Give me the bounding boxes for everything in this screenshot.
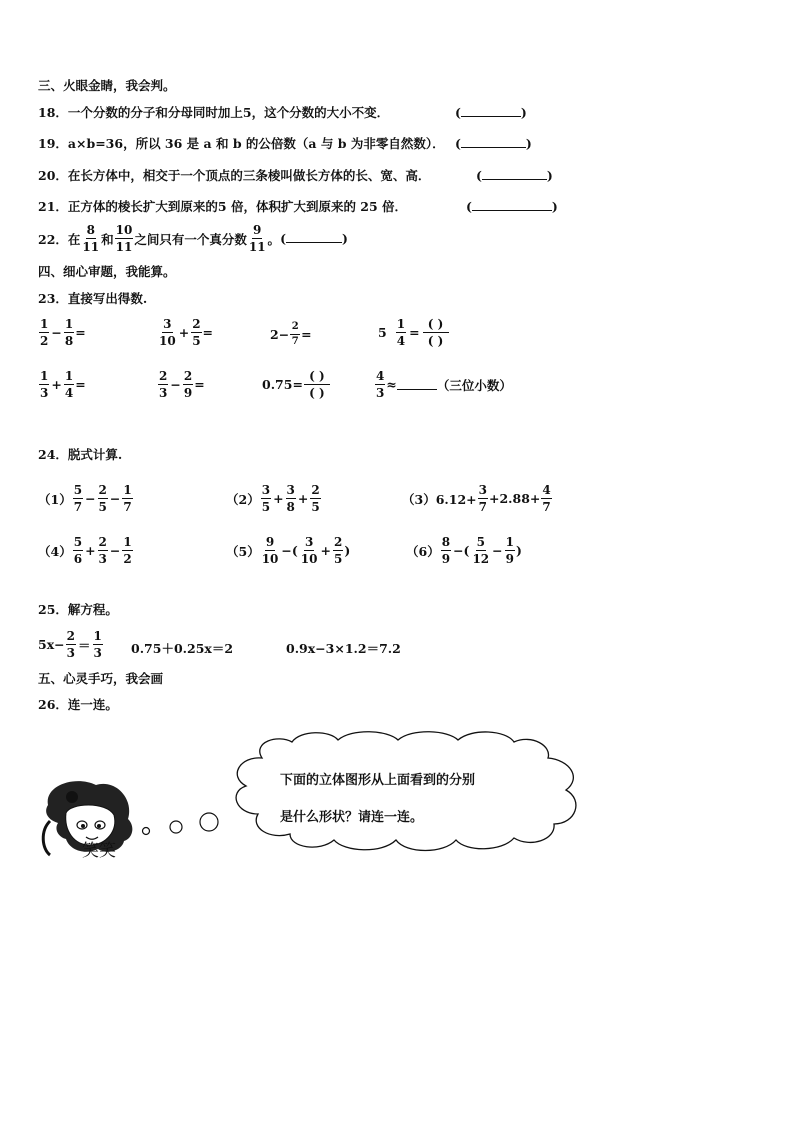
answer-fraction-blank[interactable]: $\frac{( )}{( )}$ bbox=[423, 318, 449, 347]
q22-lead: 22．在 bbox=[38, 231, 81, 247]
equation-2: 0.75＋0.25x＝2 bbox=[131, 641, 234, 656]
question-22 bbox=[38, 224, 348, 253]
answer-blank-21[interactable]: ( ) bbox=[466, 199, 558, 214]
oral-calc-4: 5 $\frac{1}{4}$ = $\frac{( )}{( )}$ bbox=[378, 318, 450, 347]
cloud-text-line-1: 下面的立体图形从上面看到的分别 bbox=[280, 773, 476, 788]
oral-calc-2: $\frac{3}{10}$ + $\frac{2}{5}$ = bbox=[159, 317, 214, 348]
fraction: $\frac{10}{11}$ bbox=[115, 223, 133, 254]
equation-1: 5x− $\frac{2}{3}$ ＝ $\frac{1}{3}$ bbox=[38, 629, 102, 660]
question-18: 18．一个分数的分子和分母同时加上5，这个分数的大小不变． bbox=[38, 105, 390, 120]
question-23: 23．直接写出得数. bbox=[38, 291, 148, 306]
q22-end: 。 bbox=[267, 231, 281, 247]
oral-calc-3: 2− $\frac{2}{7}$ = bbox=[270, 321, 312, 347]
oral-calc-1: $\frac{1}{2}$ − $\frac{1}{8}$ = bbox=[40, 317, 86, 348]
question-24: 24．脱式计算. bbox=[38, 447, 123, 462]
step-calc-1: （1） $\frac{5}{7}$ − $\frac{2}{5}$ − $\frac{1}{7}$ bbox=[38, 483, 132, 514]
fraction: $\frac{9}{11}$ bbox=[248, 223, 266, 254]
step-calc-3: （3）6.12+ $\frac{3}{7}$ +2.88+ $\frac{4}{7}$ bbox=[402, 483, 551, 514]
answer-fraction-blank[interactable]: $\frac{( )}{( )}$ bbox=[304, 370, 330, 399]
section-4-heading: 四、细心审题，我能算。 bbox=[38, 264, 176, 279]
character-label: 笑笑 bbox=[82, 841, 116, 861]
section-5-heading: 五、心灵手巧，我会画 bbox=[38, 671, 164, 686]
question-26: 26．连一连。 bbox=[38, 697, 118, 712]
question-20: 20．在长方体中，相交于一个顶点的三条棱叫做长方体的长、宽、高． bbox=[38, 168, 431, 183]
step-calc-4: （4） $\frac{5}{6}$ + $\frac{2}{3}$ − $\frac{1}{2}$ bbox=[38, 535, 132, 566]
question-25: 25．解方程。 bbox=[38, 602, 118, 617]
step-calc-6: （6） $\frac{8}{9}$ −( $\frac{5}{12}$ − $\frac{1}{9}$ ) bbox=[406, 535, 522, 566]
cloud-text-line-2: 是什么形状？请连一连。 bbox=[280, 810, 424, 825]
oral-calc-7: 0.75= $\frac{( )}{( )}$ bbox=[262, 370, 331, 399]
question-21: 21．正方体的棱长扩大到原来的5 倍，体积扩大到原来的 25 倍． bbox=[38, 199, 408, 214]
q22-and: 和 bbox=[101, 231, 114, 247]
answer-blank-18[interactable]: ( ) bbox=[455, 105, 527, 120]
fraction: $\frac{8}{11}$ bbox=[82, 223, 100, 254]
q22-mid: 之间只有一个真分数 bbox=[134, 231, 247, 247]
oral-calc-6: $\frac{2}{3}$ − $\frac{2}{9}$ = bbox=[159, 369, 205, 400]
answer-blank[interactable] bbox=[397, 379, 437, 390]
answer-blank-19[interactable]: ( ) bbox=[455, 136, 532, 151]
question-19: 19．a×b=36，所以 36 是 a 和 b 的公倍数（a 与 b 为非零自然数）． bbox=[38, 136, 445, 151]
oral-calc-8: $\frac{4}{3}$ ≈ （三位小数） bbox=[376, 369, 512, 400]
step-calc-2: （2） $\frac{3}{5}$ + $\frac{3}{8}$ + $\frac{2}{5}$ bbox=[226, 483, 320, 514]
answer-blank-22[interactable]: ( ) bbox=[280, 231, 348, 246]
oral-calc-5: $\frac{1}{3}$ + $\frac{1}{4}$ = bbox=[40, 369, 86, 400]
section-3-heading: 三、火眼金睛，我会判。 bbox=[38, 78, 176, 93]
equation-3: 0.9x−3×1.2＝7.2 bbox=[286, 641, 401, 656]
answer-blank-20[interactable]: ( ) bbox=[476, 168, 553, 183]
step-calc-5: （5） $\frac{9}{10}$ −( $\frac{3}{10}$ + $\frac{2}{5}$ ) bbox=[226, 535, 351, 566]
